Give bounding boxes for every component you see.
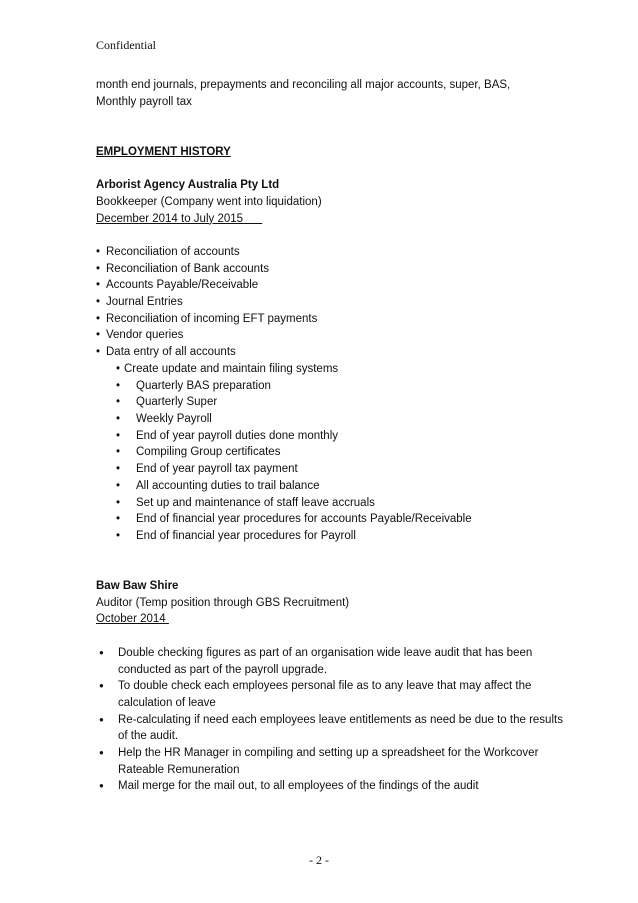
list-item: • Weekly Payroll [116, 411, 566, 428]
job2-company: Baw Baw Shire [96, 580, 179, 592]
list-item: ● Help the HR Manager in compiling and setting up a spreadsheet for the Workcover Rateable Remuneration [96, 745, 566, 778]
list-item: • Accounts Payable/Receivable [96, 277, 566, 294]
page-header: Confidential [96, 38, 156, 52]
list-item: • Vendor queries [96, 327, 566, 344]
list-item: ● Double checking figures as part of an organisation wide leave audit that has been conducted as part of the payroll upgrade. [96, 645, 566, 678]
list-item: • Quarterly Super [116, 394, 566, 411]
job2-role: Auditor (Temp position through GBS Recruitment) [96, 596, 350, 609]
list-item: • Reconciliation of accounts [96, 244, 566, 261]
job1-duties-list [96, 244, 566, 361]
page-number: - 2 - [309, 853, 329, 867]
list-item: • All accounting duties to trail balance [116, 478, 566, 495]
list-item: • Compiling Group certificates [116, 444, 566, 461]
intro-line-2: Monthly payroll tax [96, 95, 192, 108]
job1-role: Bookkeeper (Company went into liquidation) [96, 195, 322, 208]
section-title: EMPLOYMENT HISTORY [96, 145, 231, 158]
list-item: • Create update and maintain filing systems [116, 361, 566, 378]
list-item: ● Mail merge for the mail out, to all employees of the findings of the audit [96, 778, 566, 795]
list-item: • Reconciliation of incoming EFT payments [96, 311, 566, 328]
list-item: • End of year payroll duties done monthly [116, 428, 566, 445]
document-body [96, 77, 566, 795]
list-item: ● To double check each employees personal file as to any leave that may affect the calculation of leave [96, 678, 566, 711]
list-item: • End of year payroll tax payment [116, 461, 566, 478]
job1-sub-duties [96, 361, 566, 545]
list-item: • End of financial year procedures for accounts Payable/Receivable [116, 511, 566, 528]
list-item: • Set up and maintenance of staff leave accruals [116, 495, 566, 512]
intro-line-1: month end journals, prepayments and reconciling all major accounts, super, BAS, [96, 79, 511, 91]
job2-duties-list [96, 645, 566, 795]
list-item: • Reconciliation of Bank accounts [96, 261, 566, 278]
list-item: • Data entry of all accounts [96, 344, 566, 361]
list-item: • Journal Entries [96, 294, 566, 311]
job1-dates: December 2014 to July 2015 [96, 212, 244, 225]
job1-company: Arborist Agency Australia Pty Ltd [96, 179, 280, 192]
list-item: • Quarterly BAS preparation [116, 378, 566, 395]
list-item: • End of financial year procedures for Payroll [116, 528, 566, 545]
list-item: ● Re-calculating if need each employees leave entitlements as need be due to the results of the audit. [96, 712, 566, 745]
job2-dates: October 2014 [96, 613, 166, 626]
